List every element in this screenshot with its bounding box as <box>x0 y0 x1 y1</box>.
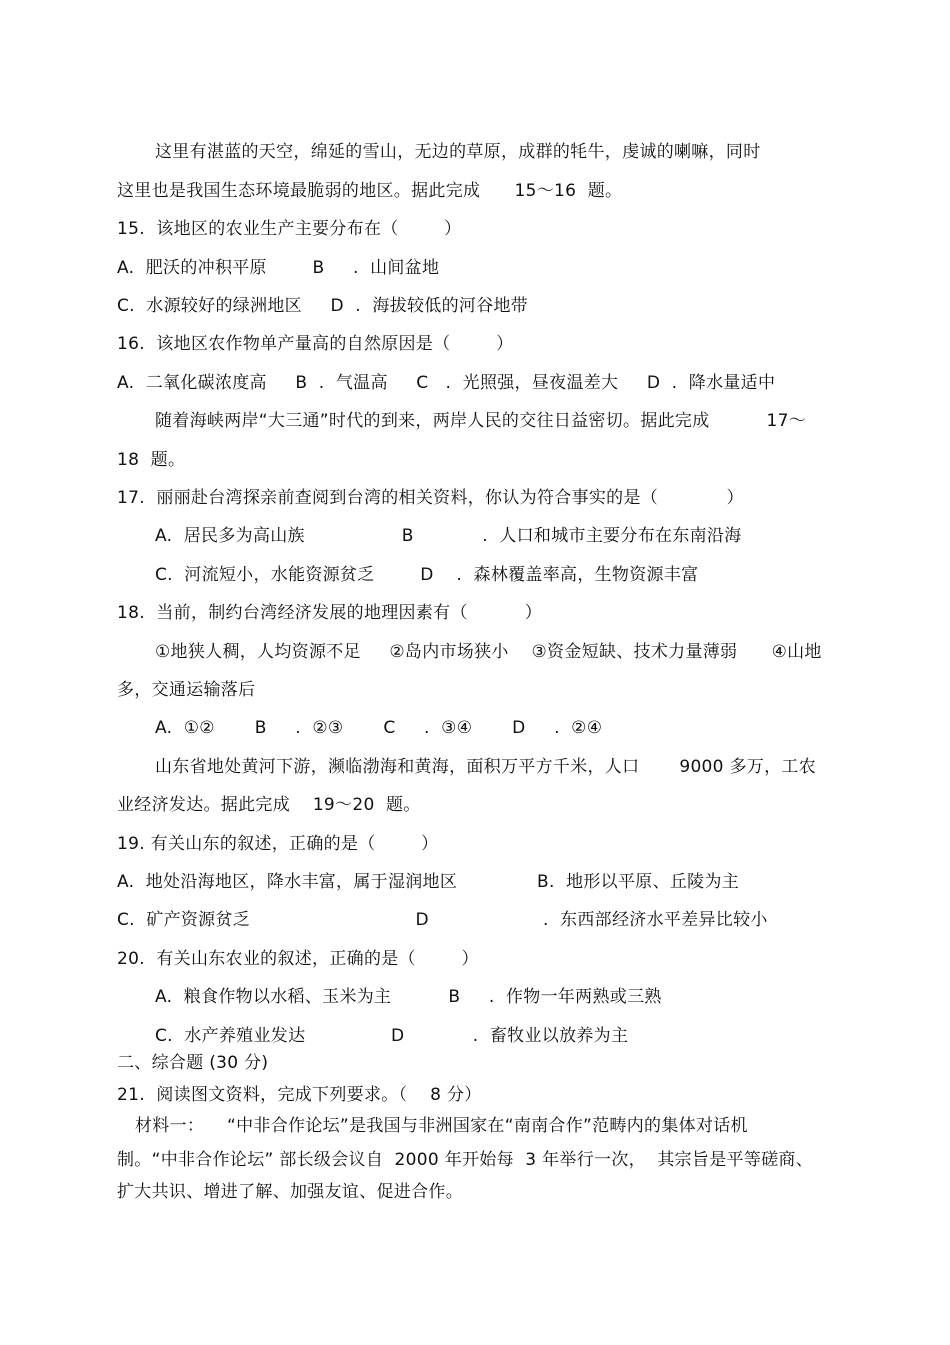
question-17-options-cd: C. 河流短小，水能资源贫乏 D . 森林覆盖率高，生物资源丰富 <box>155 565 699 585</box>
question-18-options: A. ①② B . ②③ C . ③④ D . ②④ <box>155 718 603 738</box>
question-17-options-ab: A. 居民多为高山族 B . 人口和城市主要分布在东南沿海 <box>155 526 742 546</box>
question-18-stem: 18. 当前，制约台湾经济发展的地理因素有（ ） <box>117 603 543 623</box>
section-2-heading: 二、综合题 (30 分) <box>117 1053 269 1073</box>
question-21-stem: 21. 阅读图文资料，完成下列要求。（ 8 分） <box>117 1085 482 1105</box>
question-16-stem: 16. 该地区农作物单产量高的自然原因是（ ） <box>117 334 514 354</box>
passage-taiwan-line-1: 随着海峡两岸“大三通”时代的到来，两岸人民的交往日益密切。据此完成 17～ <box>155 411 807 431</box>
passage-shandong-line-2: 业经济发达。据此完成 19～20 题。 <box>117 795 421 815</box>
material-1-line-2: 制。“中非合作论坛” 部长级会议自 2000 年开始每 3 年举行一次， 其宗旨是平等磋商、 <box>117 1150 814 1170</box>
passage-taiwan-line-2: 18 题。 <box>117 450 186 470</box>
question-18-factors-line-1: ①地狭人稠，人均资源不足 ②岛内市场狭小 ③资金短缺、技术力量薄弱 ④山地 <box>155 642 822 662</box>
question-15-options-cd: C. 水源较好的绿洲地区 D . 海拔较低的河谷地带 <box>117 296 529 316</box>
passage-tibet-line-2: 这里也是我国生态环境最脆弱的地区。据此完成 15～16 题。 <box>117 181 623 201</box>
material-1-line-3: 扩大共识、增进了解、加强友谊、促进合作。 <box>117 1182 463 1202</box>
question-19-options-cd: C. 矿产资源贫乏 D . 东西部经济水平差异比较小 <box>117 910 768 930</box>
material-1-line-1: 材料一： “中非合作论坛”是我国与非洲国家在“南南合作”范畴内的集体对话机 <box>135 1116 748 1136</box>
passage-tibet-line-1: 这里有湛蓝的天空，绵延的雪山，无边的草原，成群的牦牛，虔诚的喇嘛，同时 <box>155 142 761 162</box>
question-19-stem: 19. 有关山东的叙述，正确的是（ ） <box>117 834 439 854</box>
question-17-stem: 17. 丽丽赴台湾探亲前查阅到台湾的相关资料，你认为符合事实的是（ ） <box>117 488 744 508</box>
question-18-factors-line-2: 多，交通运输落后 <box>117 680 256 700</box>
question-19-options-ab: A. 地处沿海地区，降水丰富，属于湿润地区 B. 地形以平原、丘陵为主 <box>117 872 740 892</box>
question-16-options: A. 二氧化碳浓度高 B . 气温高 C . 光照强，昼夜温差大 D . 降水量适中 <box>117 373 776 393</box>
question-20-stem: 20. 有关山东农业的叙述，正确的是（ ） <box>117 949 479 969</box>
passage-shandong-line-1: 山东省地处黄河下游，濒临渤海和黄海，面积万平方千米，人口 9000 多万，工农 <box>155 757 816 777</box>
question-20-options-ab: A. 粮食作物以水稻、玉米为主 B . 作物一年两熟或三熟 <box>155 987 662 1007</box>
question-15-options-ab: A. 肥沃的冲积平原 B . 山间盆地 <box>117 258 440 278</box>
question-15-stem: 15. 该地区的农业生产主要分布在（ ） <box>117 219 462 239</box>
question-20-options-cd: C. 水产养殖业发达 D . 畜牧业以放养为主 <box>155 1026 629 1046</box>
